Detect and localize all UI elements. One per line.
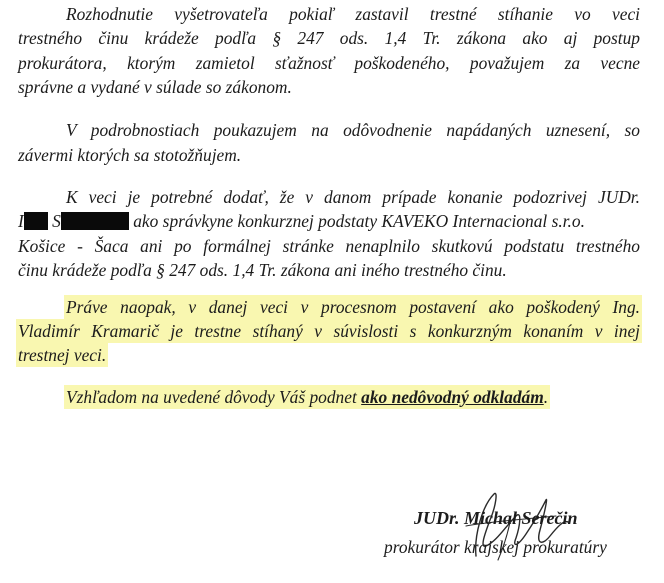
paragraph-3-line-2-text: ako správkyne konkurznej podstaty KAVEKO Internacional s.r.o.: [133, 211, 585, 231]
paragraph-1-line-2: trestného činu krádeže podľa § 247 ods. 1,4 Tr. zákona ako aj postup: [18, 28, 640, 48]
signatory-name: JUDr. Michal Serečin: [414, 508, 578, 528]
highlight: [66, 387, 548, 407]
highlight: Vladimír Kramarič je trestne stíhaný v súvislosti s konkurzným konaním v inej: [18, 321, 640, 341]
paragraph-1-line-3: prokurátora, ktorým zamietol sťažnosť poškodeného, považujem za vecne: [18, 53, 640, 73]
paragraph-3-line-1: K veci je potrebné dodať, že v danom prípade konanie podozrivej JUDr.: [66, 187, 640, 207]
highlight: Práve naopak, v danej veci v procesnom postavení ako poškodený Ing.: [66, 297, 640, 317]
highlight: trestnej veci.: [18, 345, 107, 365]
paragraph-2-line-2: závermi ktorých sa stotožňujem.: [18, 145, 242, 165]
paragraph-1-line-1: Rozhodnutie vyšetrovateľa pokiaľ zastavil trestné stíhanie vo veci: [66, 4, 640, 24]
decision-emphasis: ako nedôvodný odkladám: [361, 387, 544, 407]
paragraph-4-line-1: [66, 296, 640, 318]
paragraph-5-text: Vzhľadom na uvedené dôvody Váš podnet: [66, 387, 357, 407]
paragraph-4-line-3: [18, 344, 640, 366]
signatory-title: prokurátor krajskej prokuratúry: [384, 537, 607, 557]
paragraph-1-line-4: správne a vydané v súlade so zákonom.: [18, 77, 292, 97]
paragraph-2-line-1: V podrobnostiach poukazujem na odôvodnenie napádaných uznesení, so: [66, 120, 640, 140]
paragraph-4-line-2: [18, 320, 640, 342]
paragraph-3-line-3: Košice - Šaca ani po formálnej stránke nenaplnilo skutkovú podstatu trestného: [18, 236, 640, 256]
redaction-block-1: [24, 212, 48, 230]
redacted-initial-2: S: [52, 211, 61, 231]
redacted-initial-1: I: [18, 211, 24, 231]
paragraph-3-line-4: činu krádeže podľa § 247 ods. 1,4 Tr. zákona ani iného trestného činu.: [18, 260, 507, 280]
paragraph-5-end: .: [543, 387, 549, 407]
paragraph-3-line-2: [18, 210, 640, 232]
redaction-block-2: [61, 212, 129, 230]
paragraph-5: [66, 386, 640, 408]
